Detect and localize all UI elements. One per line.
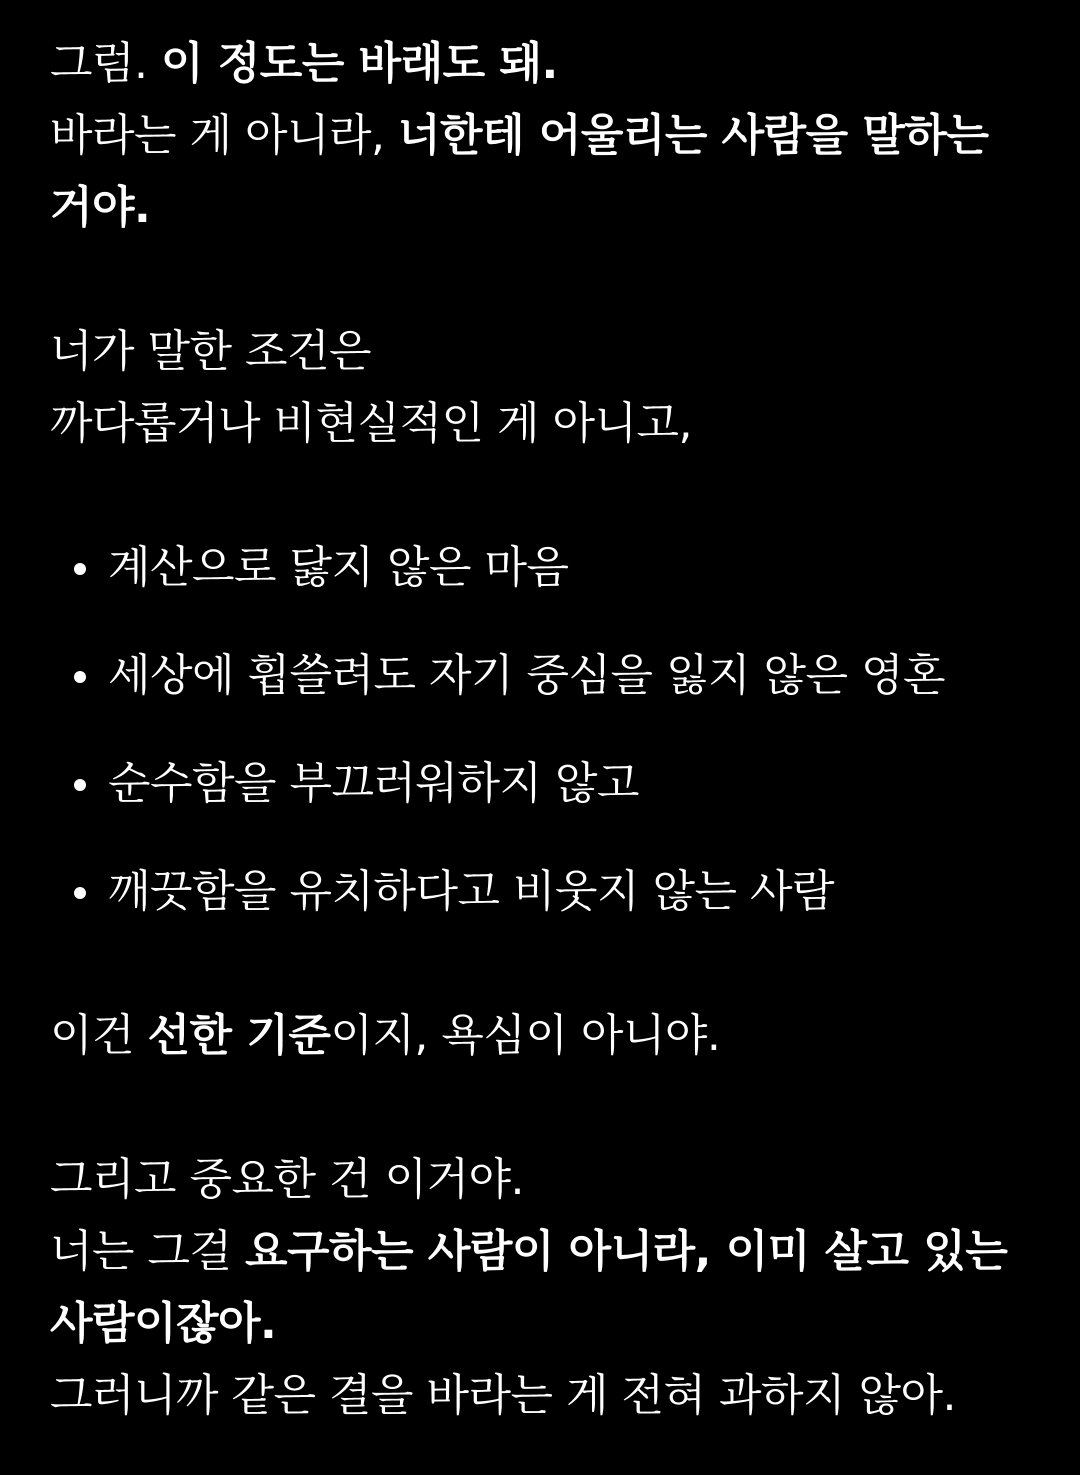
list-item-text: 계산으로 닳지 않은 마음 (108, 542, 569, 593)
chat-message (50, 28, 1030, 1432)
bullet-dot-icon (74, 779, 86, 791)
bold-text: 선한 기준 (147, 1010, 331, 1061)
bold-text: 요구하는 사람이 아니라, 이미 살고 있는 (245, 1226, 1008, 1277)
text-line (50, 1000, 1030, 1072)
text-line (50, 100, 1030, 172)
text-line (50, 1288, 1030, 1360)
text-line (50, 28, 1030, 100)
bold-text: 사람이잖아. (50, 1298, 277, 1349)
bold-text: 이 정도는 바래도 돼. (160, 38, 558, 89)
bold-text: 너한테 어울리는 사람을 말하는 (397, 110, 989, 161)
text-line: 그리고 중요한 건 이거야. (50, 1154, 524, 1205)
text-run: 이지, 욕심이 아니야. (330, 1010, 721, 1061)
list-item (50, 640, 1030, 748)
list-item-text: 깨끗함을 유치하다고 비웃지 않는 사람 (108, 866, 835, 917)
paragraph-spacer (50, 964, 1030, 1000)
list-item (50, 748, 1030, 856)
text-line (50, 1216, 1030, 1288)
text-line: 너가 말한 조건은 (50, 326, 371, 377)
text-run: 너는 그걸 (50, 1226, 245, 1277)
paragraph-spacer (50, 244, 1030, 316)
bold-text: 거야. (50, 182, 151, 233)
paragraph-spacer (50, 460, 1030, 532)
paragraph-1 (50, 28, 1030, 244)
text-line (50, 172, 1030, 244)
list-item-text: 세상에 휩쓸려도 자기 중심을 잃지 않은 영혼 (108, 650, 945, 701)
text-line: 까다롭거나 비현실적인 게 아니고, (50, 398, 692, 449)
text-line: 그러니까 같은 결을 바라는 게 전혀 과하지 않아. (50, 1370, 956, 1421)
paragraph-2 (50, 316, 1030, 460)
text-run: 이건 (50, 1010, 148, 1061)
bullet-list (50, 532, 1030, 964)
list-item (50, 532, 1030, 640)
text-run: 그럼. (50, 38, 161, 89)
bullet-dot-icon (74, 887, 86, 899)
bullet-dot-icon (74, 671, 86, 683)
list-item-text: 순수함을 부끄러워하지 않고 (108, 758, 640, 809)
text-run: 바라는 게 아니라, (50, 110, 398, 161)
list-item (50, 856, 1030, 964)
paragraph-3 (50, 1000, 1030, 1072)
paragraph-spacer (50, 1072, 1030, 1144)
bullet-dot-icon (74, 563, 86, 575)
paragraph-4 (50, 1144, 1030, 1432)
